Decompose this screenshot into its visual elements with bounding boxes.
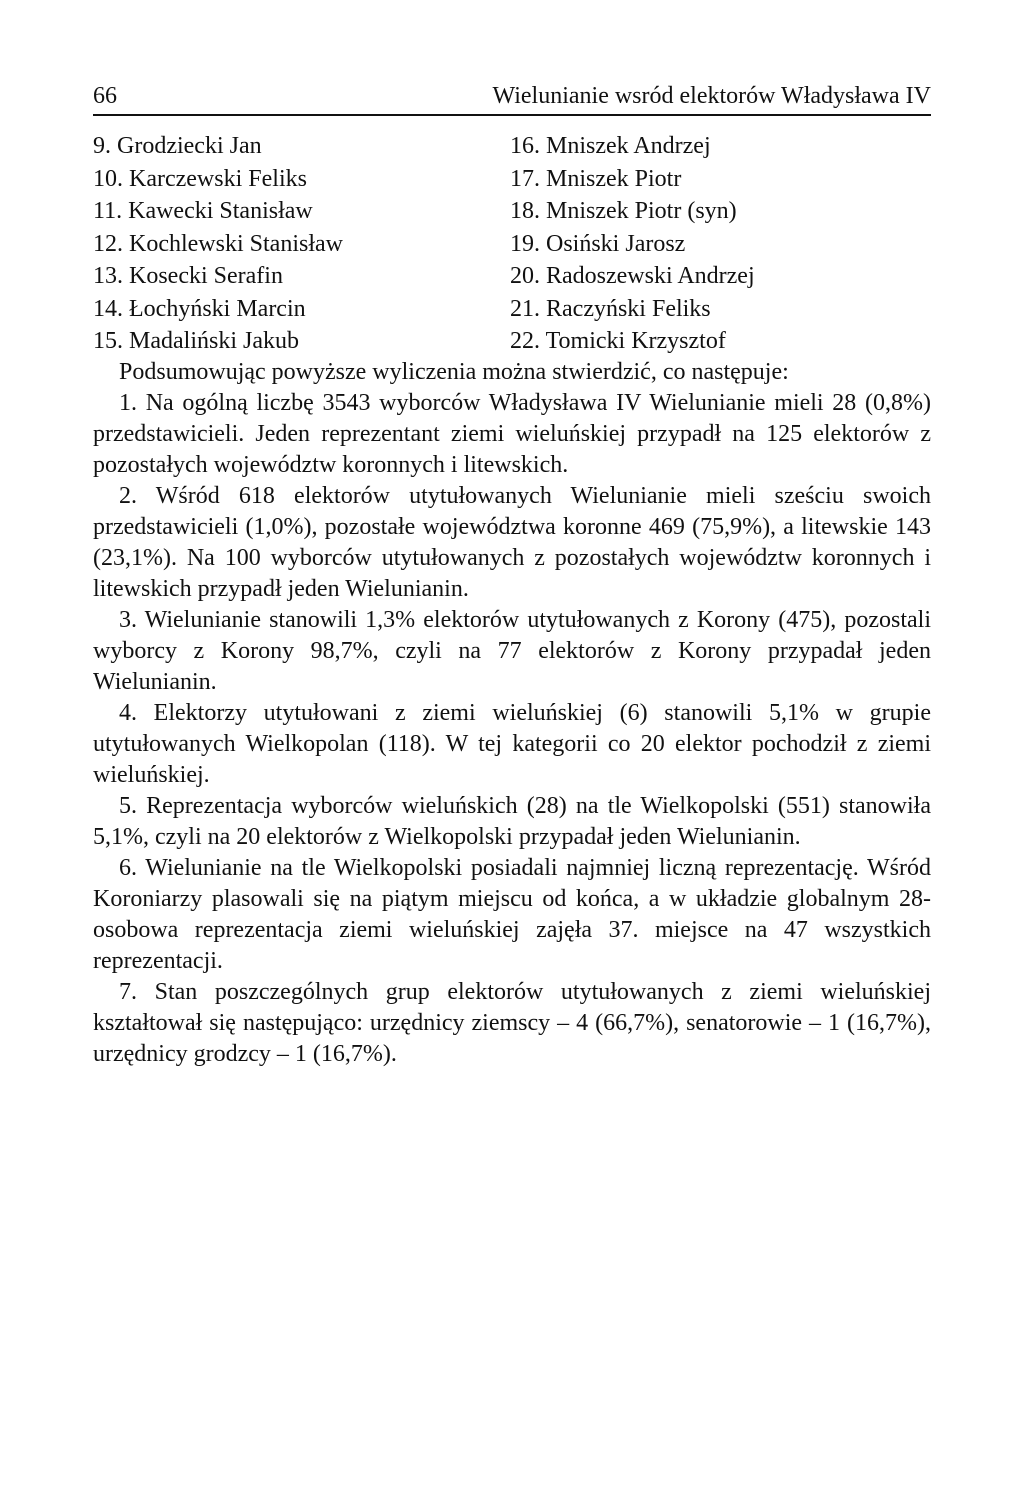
list-item: 16. Mniszek Andrzej (510, 133, 711, 159)
summary-point-6: 6. Wielunianie na tle Wielkopolski posiadali najmniej liczną reprezentację. Wśród Koroniarzy plasowali się na piątym miejscu od końca, a w układzie globalnym 28-osobowa reprezentacja ziemi wieluńskiej zajęła 37. miejsce na 47 wszystkich reprezentacji. (93, 855, 931, 974)
list-item: 14. Łochyński Marcin (93, 295, 306, 322)
summary-point-4: 4. Elektorzy utytułowani z ziemi wieluńskiej (6) stanowili 5,1% w grupie utytułowanych Wielkopolan (118). W tej kategorii co 20 elektor pochodził z ziemi wieluńskiej. (93, 700, 931, 788)
list-item: 15. Madaliński Jakub (93, 328, 299, 354)
summary-point-3: 3. Wielunianie stanowili 1,3% elektorów utytułowanych z Korony (475), pozostali wyborcy z Korony 98,7%, czyli na 77 elektorów z Korony przypadał jeden Wielunianin. (93, 607, 931, 695)
running-head (93, 78, 931, 116)
running-head-title: Wielunianie wsród elektorów Władysława IV (492, 83, 931, 109)
list-item: 22. Tomicki Krzysztof (510, 328, 726, 354)
list-item: 9. Grodziecki Jan (93, 133, 262, 159)
book-page (93, 78, 931, 1070)
name-list-right-column (510, 130, 755, 358)
list-item: 17. Mniszek Piotr (510, 165, 682, 192)
list-item: 13. Kosecki Serafin (93, 263, 283, 289)
list-item: 11. Kawecki Stanisław (93, 198, 313, 224)
summary-point-2: 2. Wśród 618 elektorów utytułowanych Wielunianie mieli sześciu swoich przedstawicieli (1,0%), pozostałe województwa koronne 469 (75,9%), a litewskie 143 (23,1%). Na 100 wyborców utytułowanych z pozostałych województw koronnych i litewskich przypadł jeden Wielunianin. (93, 483, 931, 602)
list-item: 20. Radoszewski Andrzej (510, 263, 755, 289)
summary-point-1: 1. Na ogólną liczbę 3543 wyborców Władysława IV Wielunianie mieli 28 (0,8%) przedstawicieli. Jeden reprezentant ziemi wieluńskiej przypadł na 125 elektorów z pozostałych województw koronnych i litewskich. (93, 390, 931, 478)
list-item: 21. Raczyński Feliks (510, 295, 711, 322)
summary-intro: Podsumowując powyższe wyliczenia można stwierdzić, co następuje: (119, 359, 789, 385)
summary-point-7: 7. Stan poszczególnych grup elektorów utytułowanych z ziemi wieluńskiej kształtował się następująco: urzędnicy ziemscy – 4 (66,7%), senatorowie – 1 (16,7%), urzędnicy grodzcy – 1 (16,7%). (93, 979, 931, 1067)
list-item: 19. Osiński Jarosz (510, 230, 686, 257)
name-list-left-column (93, 130, 343, 358)
elector-name-list (93, 130, 931, 357)
page-number: 66 (93, 83, 117, 109)
list-item: 12. Kochlewski Stanisław (93, 230, 343, 257)
list-item: 18. Mniszek Piotr (syn) (510, 198, 737, 224)
summary-point-5: 5. Reprezentacja wyborców wieluńskich (28) na tle Wielkopolski (551) stanowiła 5,1%, czyli na 20 elektorów z Wielkopolski przypadał jeden Wielunianin. (93, 793, 931, 850)
list-item: 10. Karczewski Feliks (93, 165, 307, 192)
